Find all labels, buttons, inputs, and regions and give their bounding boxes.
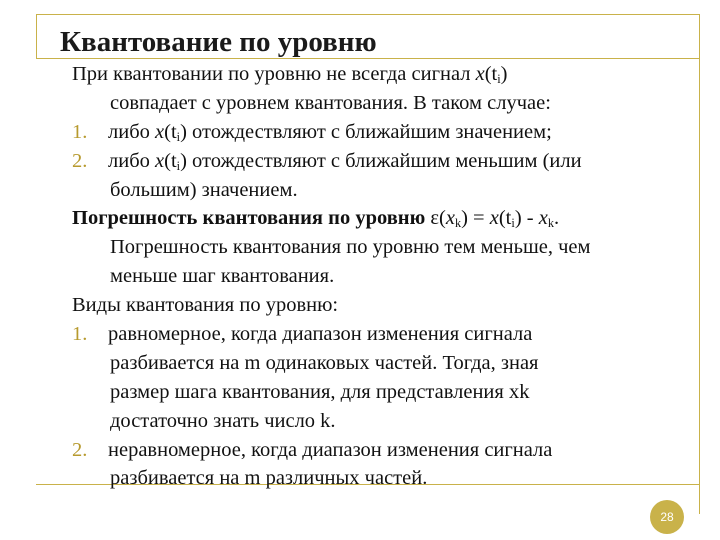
- list-item-2: 2. либо $x(t_i)$ отождествляют с ближайшим меньшим (или: [72, 147, 702, 176]
- list-number: 2.: [72, 438, 88, 461]
- error-formula-line: Погрешность квантования по уровню $\varepsilon(x_k) = x(t_i) - x_k$.: [72, 207, 560, 231]
- list-number: 2.: [72, 149, 88, 172]
- text-line-8: меньше шаг квантования.: [110, 265, 335, 288]
- text-line-1: При квантовании по уровню не всегда сигнал $x(t_i)$: [72, 63, 508, 87]
- text-line-13: достаточно знать число k.: [110, 409, 336, 432]
- text-line-12: размер шага квантования, для представления xk: [110, 380, 530, 403]
- text-line-9: Виды квантования по уровню:: [72, 294, 339, 317]
- slide-body: [72, 60, 702, 493]
- types-item-1: 1. равномерное, когда диапазон изменения сигнала: [72, 320, 702, 349]
- types-item-2: 2. неравномерное, когда диапазон изменения сигнала: [72, 436, 702, 465]
- text-line-2: совпадает с уровнем квантования. В таком случае:: [110, 91, 551, 114]
- text-line-15: разбивается на m различных частей.: [110, 467, 428, 490]
- list-item-1: 1. либо $x(t_i)$ отождествляют с ближайшим значением;: [72, 118, 702, 147]
- text-line-5: большим) значением.: [110, 178, 298, 201]
- page-number-badge: 28: [650, 500, 684, 534]
- slide-title: Квантование по уровню: [60, 26, 377, 58]
- left-border-line: [36, 14, 37, 58]
- text-line-7: Погрешность квантования по уровню тем меньше, чем: [110, 236, 591, 259]
- text-line-11: разбивается на m одинаковых частей. Тогда, зная: [110, 351, 539, 374]
- list-number: 1.: [72, 323, 88, 346]
- list-number: 1.: [72, 120, 88, 143]
- top-border-line: [36, 14, 700, 15]
